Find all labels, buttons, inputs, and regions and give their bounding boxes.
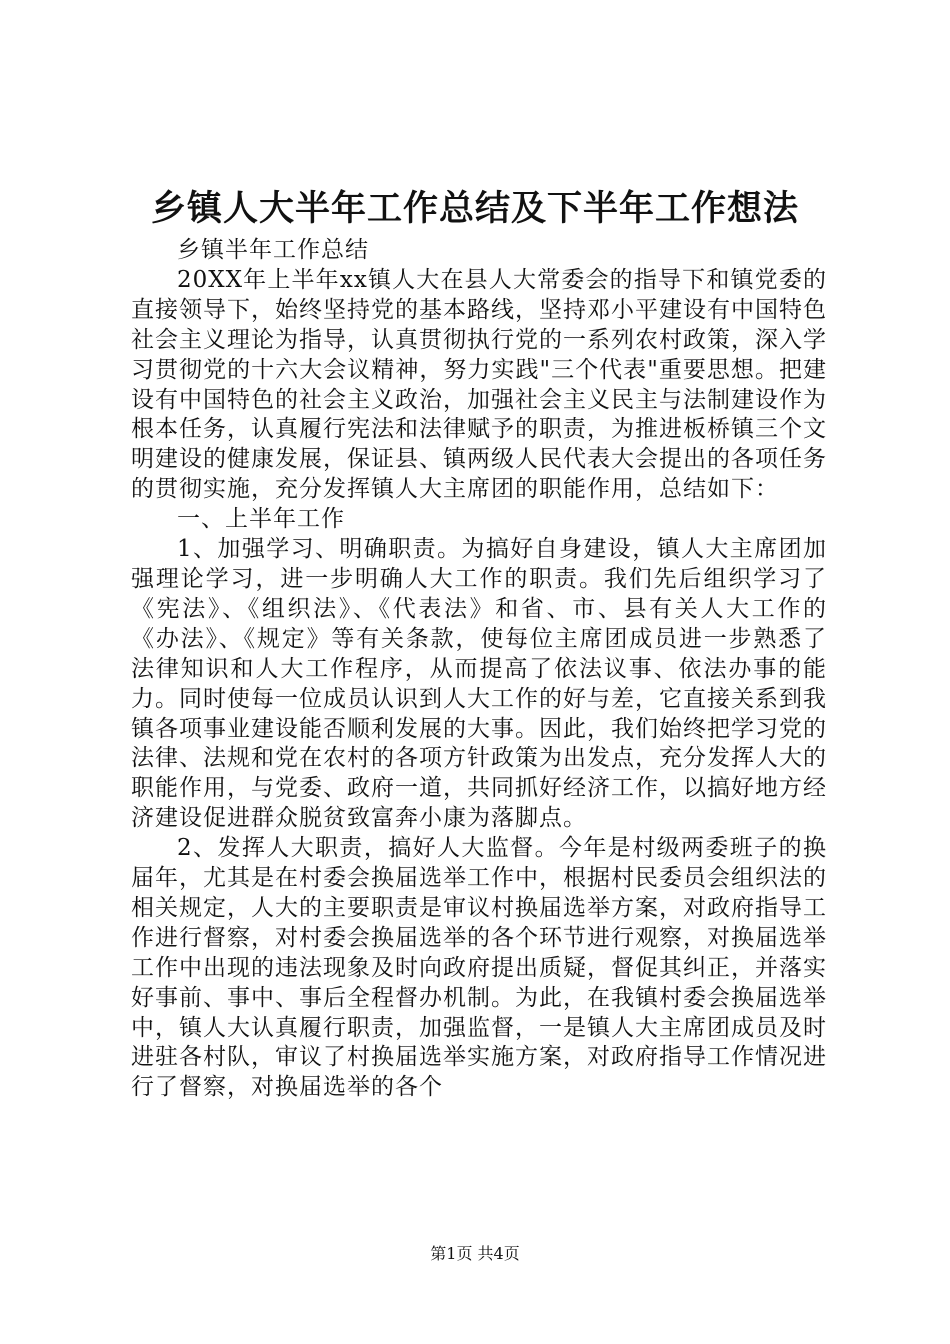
body-paragraph: 2、发挥人大职责，搞好人大监督。今年是村级两委班子的换届年，尤其是在村委会换届选举工作中，根据村民委员会组织法的相关规定，人大的主要职责是审议村换届选举方案，对政府指导工作进行督察，对村委会换届选举的各个环节进行观察，对换届选举工作中出现的违法现象及时向政府提出质疑，督促其纠正，并落实好事前、事中、事后全程督办机制。为此，在我镇村委会换届选举中，镇人大认真履行职责，加强监督，一是镇人大主席团成员及时进驻各村队，审议了村换届选举实施方案，对政府指导工作情况进行了督察，对换届选举的各个 [131,835,827,1101]
section-heading: 一、上半年工作 [177,506,345,533]
document-title: 乡镇人大半年工作总结及下半年工作想法 [150,189,799,229]
body-paragraph: 1、加强学习、明确职责。为搞好自身建设，镇人大主席团加强理论学习，进一步明确人大工作的职责。我们先后组织学习了《宪法》、《组织法》、《代表法》和省、市、县有关人大工作的《办法》、《规定》等有关条款，使每位主席团成员进一步熟悉了法律知识和人大工作程序，从而提高了依法议事、依法办事的能力。同时使每一位成员认识到人大工作的好与差，它直接关系到我镇各项事业建设能否顺利发展的大事。因此，我们始终把学习党的法律、法规和党在农村的各项方针政策为出发点，充分发挥人大的职能作用，与党委、政府一道，共同抓好经济工作，以搞好地方经济建设促进群众脱贫致富奔小康为落脚点。 [131,536,827,832]
subtitle-paragraph: 乡镇半年工作总结 [177,237,369,263]
intro-paragraph: 20XX年上半年xx镇人大在县人大常委会的指导下和镇党委的直接领导下，始终坚持党的基本路线，坚持邓小平建设有中国特色社会主义理论为指导，认真贯彻执行党的一系列农村政策，深入学习贯彻党的十六大会议精神，努力实践"三个代表"重要思想。把建设有中国特色的社会主义政治，加强社会主义民主与法制建设作为根本任务，认真履行宪法和法律赋予的职责，为推进板桥镇三个文明建设的健康发展，保证县、镇两级人民代表大会提出的各项任务的贯彻实施，充分发挥镇人大主席团的职能作用，总结如下： [131,266,827,503]
page-footer: 第1页 共4页 [430,1244,520,1263]
document-body [131,236,827,1103]
